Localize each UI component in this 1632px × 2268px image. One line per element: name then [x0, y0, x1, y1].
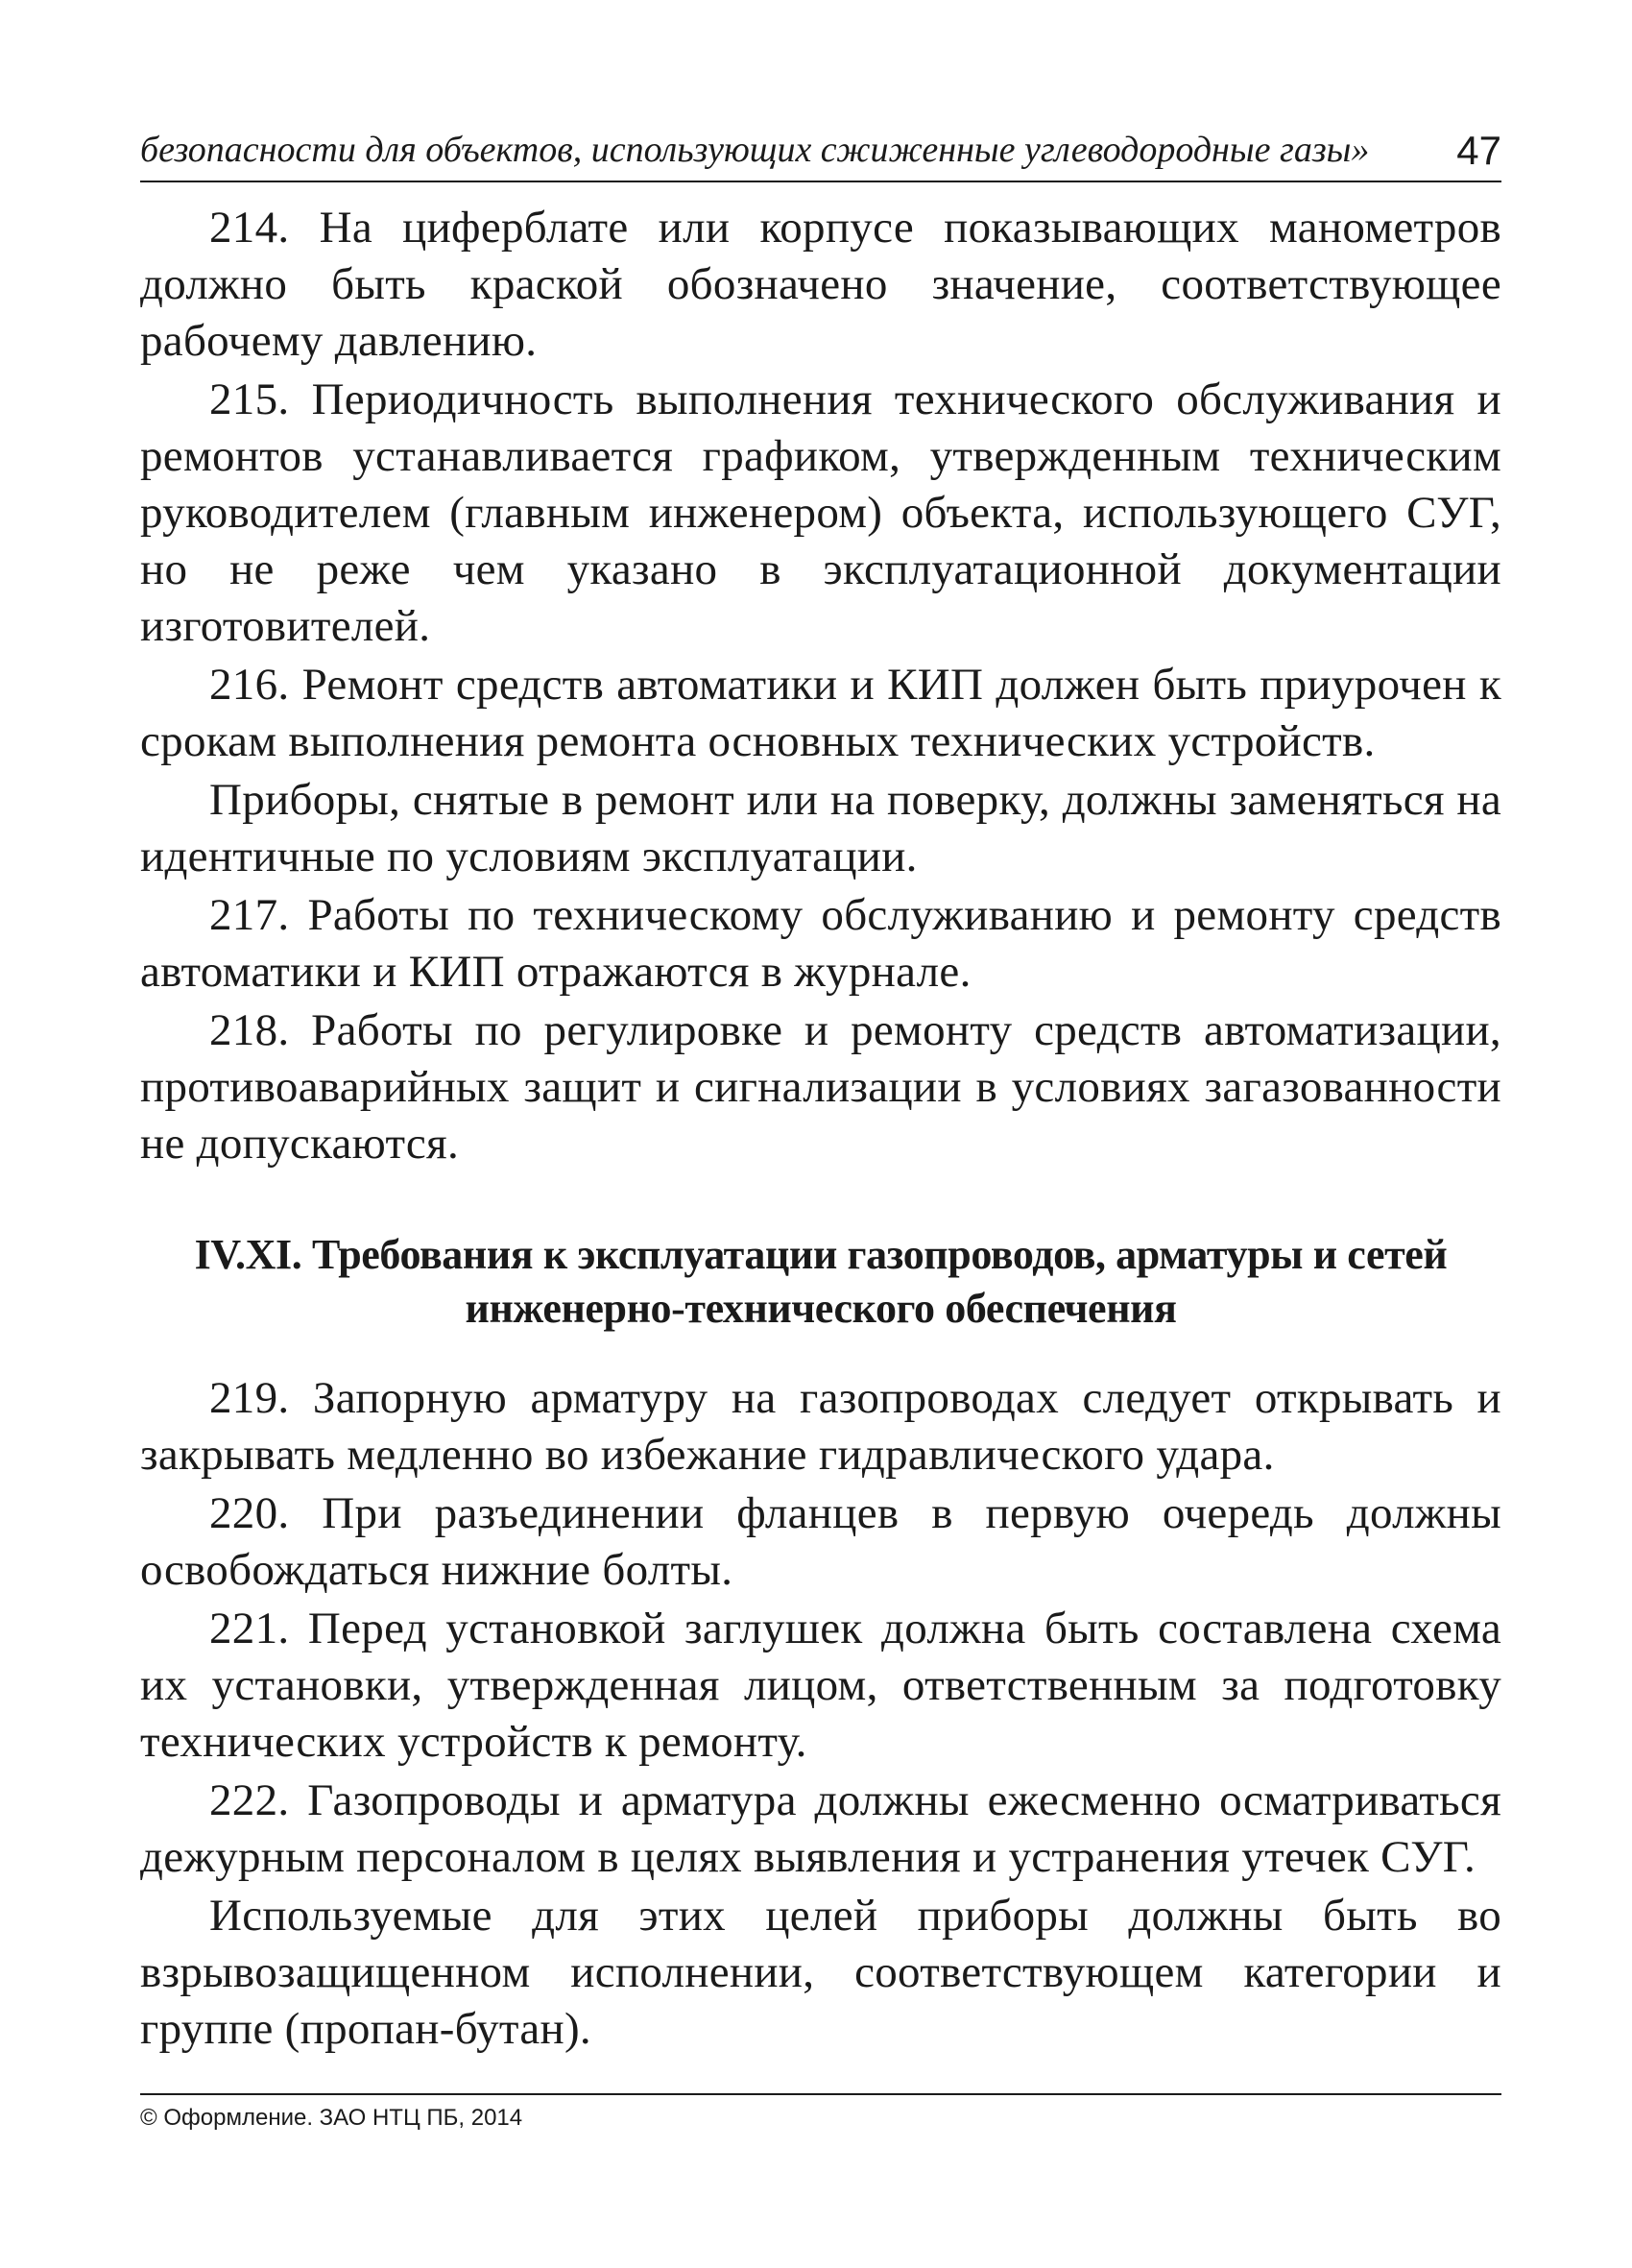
paragraph-217: 217. Работы по техническому обслуживанию и ремонту средств автоматики и КИП отражаются в журнале. — [140, 890, 1501, 997]
paragraph-216: 216. Ремонт средств автоматики и КИП должен быть приурочен к срокам выполнения ремонта основных технических устройств. — [140, 660, 1501, 766]
paragraph-215: 215. Периодичность выполнения технического обслуживания и ремонтов устанавливается графиком, утвержденным техническим руководителем (главным инженером) объекта, использующего СУГ, но не реже чем указано в эксплуатационной документации изготовителей. — [140, 374, 1501, 651]
page-number: 47 — [1456, 128, 1501, 173]
paragraph-222-continued: Используемые для этих целей приборы должны быть во взрывозащищенном исполнении, соответствующем категории и группе (пропан-бутан). — [140, 1891, 1501, 2054]
section-heading — [140, 1228, 1501, 1336]
section-heading-line-2: инженерно-технического обеспечения — [465, 1285, 1177, 1332]
section-heading-line-1: IV.XI. Требования к эксплуатации газопроводов, арматуры и сетей — [194, 1231, 1448, 1278]
paragraph-216-continued: Приборы, снятые в ремонт или на поверку, должны заменяться на идентичные по условиям эксплуатации. — [140, 775, 1501, 881]
paragraph-218: 218. Работы по регулировке и ремонту средств автоматизации, противоаварийных защит и сигнализации в условиях загазованности не допускаются. — [140, 1005, 1501, 1169]
running-header — [140, 121, 1501, 182]
paragraph-214: 214. На циферблате или корпусе показывающих манометров должно быть краской обозначено значение, соответствующее рабочему давлению. — [140, 203, 1501, 366]
footer-divider — [140, 2093, 1501, 2095]
paragraph-220: 220. При разъединении фланцев в первую очередь должны освобождаться нижние болты. — [140, 1488, 1501, 1595]
body-text — [140, 200, 1501, 2060]
running-header-title: безопасности для объектов, использующих сжиженные углеводородные газы» — [140, 130, 1370, 170]
paragraph-219: 219. Запорную арматуру на газопроводах следует открывать и закрывать медленно во избежание гидравлического удара. — [140, 1373, 1501, 1480]
paragraph-221: 221. Перед установкой заглушек должна быть составлена схема их установки, утвержденная лицом, ответственным за подготовку технических устройств к ремонту. — [140, 1604, 1501, 1767]
footer-copyright: © Оформление. ЗАО НТЦ ПБ, 2014 — [140, 2105, 523, 2131]
paragraph-222: 222. Газопроводы и арматура должны ежесменно осматриваться дежурным персоналом в целях выявления и устранения утечек СУГ. — [140, 1775, 1501, 1882]
